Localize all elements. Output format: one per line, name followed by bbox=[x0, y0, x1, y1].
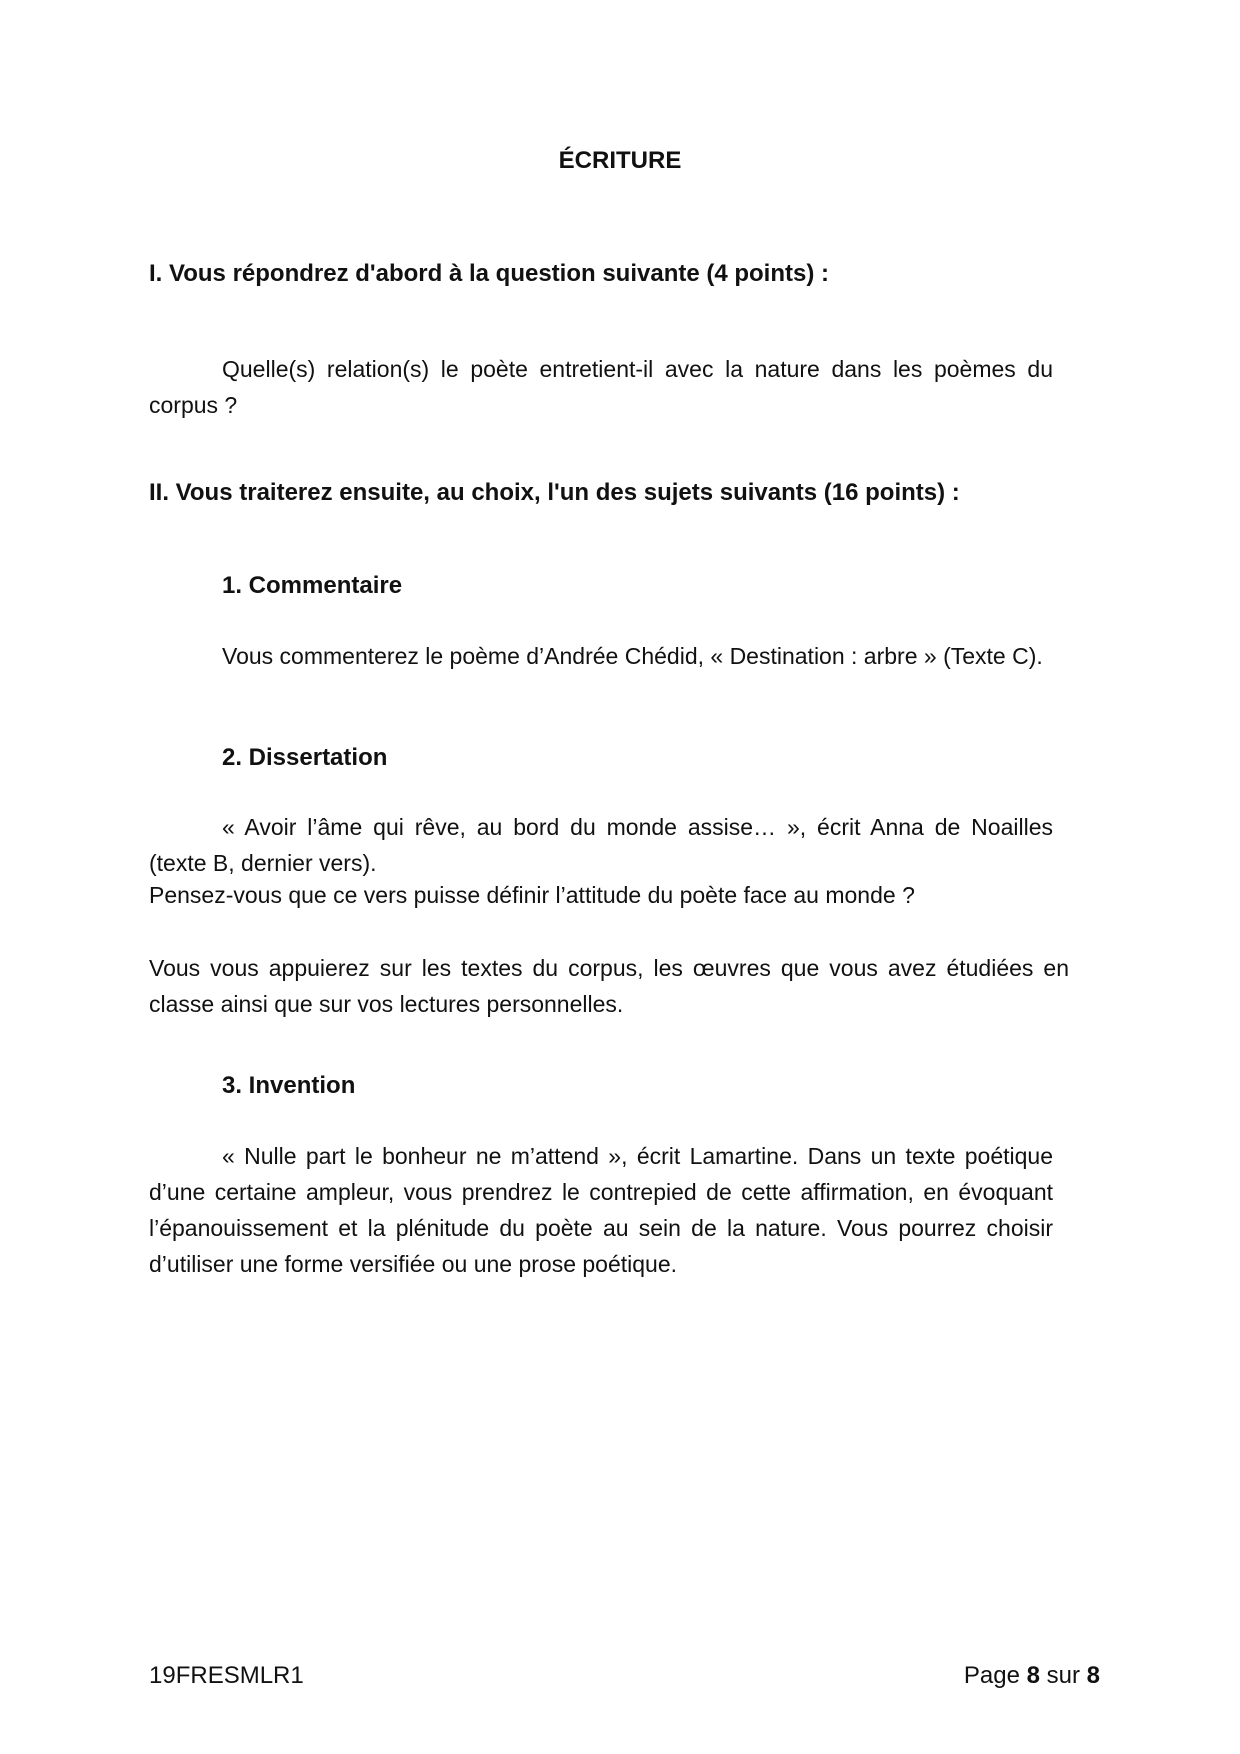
page-total: 8 bbox=[1086, 1662, 1100, 1689]
commentaire-heading: 1. Commentaire bbox=[222, 572, 403, 599]
page-title: ÉCRITURE bbox=[558, 147, 682, 174]
document-code: 19FRESMLR1 bbox=[149, 1662, 304, 1689]
part1-heading: I. Vous répondrez d'abord à la question suivante (4 points) : bbox=[149, 260, 830, 287]
page-prefix: Page bbox=[963, 1662, 1020, 1689]
invention-text: « Nulle part le bonheur ne m’attend », écrit Lamartine. Dans un texte poétique d’une certaine ampleur, vous prendrez le contrepied de cette affirmation, en évoquant l’épanouissement et la plénitude du poète au sein de la nature. Vous pourrez choisir d’utiliser une forme versifiée ou une prose poétique. bbox=[149, 1143, 1053, 1277]
dissertation-quote: « Avoir l’âme qui rêve, au bord du monde assise… », écrit Anna de Noailles (texte B, dernier vers). bbox=[149, 814, 1053, 876]
commentaire-text: Vous commenterez le poème d’Andrée Chédid, « Destination : arbre » (Texte C). bbox=[222, 643, 1043, 669]
dissertation-question: Pensez-vous que ce vers puisse définir l’attitude du poète face au monde ? bbox=[149, 882, 915, 908]
page-number bbox=[964, 1658, 1100, 1694]
dissertation-heading: 2. Dissertation bbox=[222, 744, 388, 771]
page-separator: sur bbox=[1046, 1662, 1080, 1689]
page-current: 8 bbox=[1026, 1662, 1040, 1689]
invention-heading: 3. Invention bbox=[222, 1072, 356, 1099]
part1-question: Quelle(s) relation(s) le poète entretient-il avec la nature dans les poèmes du corpus ? bbox=[149, 356, 1053, 418]
part2-heading: II. Vous traiterez ensuite, au choix, l'un des sujets suivants (16 points) : bbox=[149, 479, 960, 506]
dissertation-instructions: Vous vous appuierez sur les textes du corpus, les œuvres que vous avez étudiées en classe ainsi que sur vos lectures personnelles. bbox=[149, 955, 1069, 1017]
